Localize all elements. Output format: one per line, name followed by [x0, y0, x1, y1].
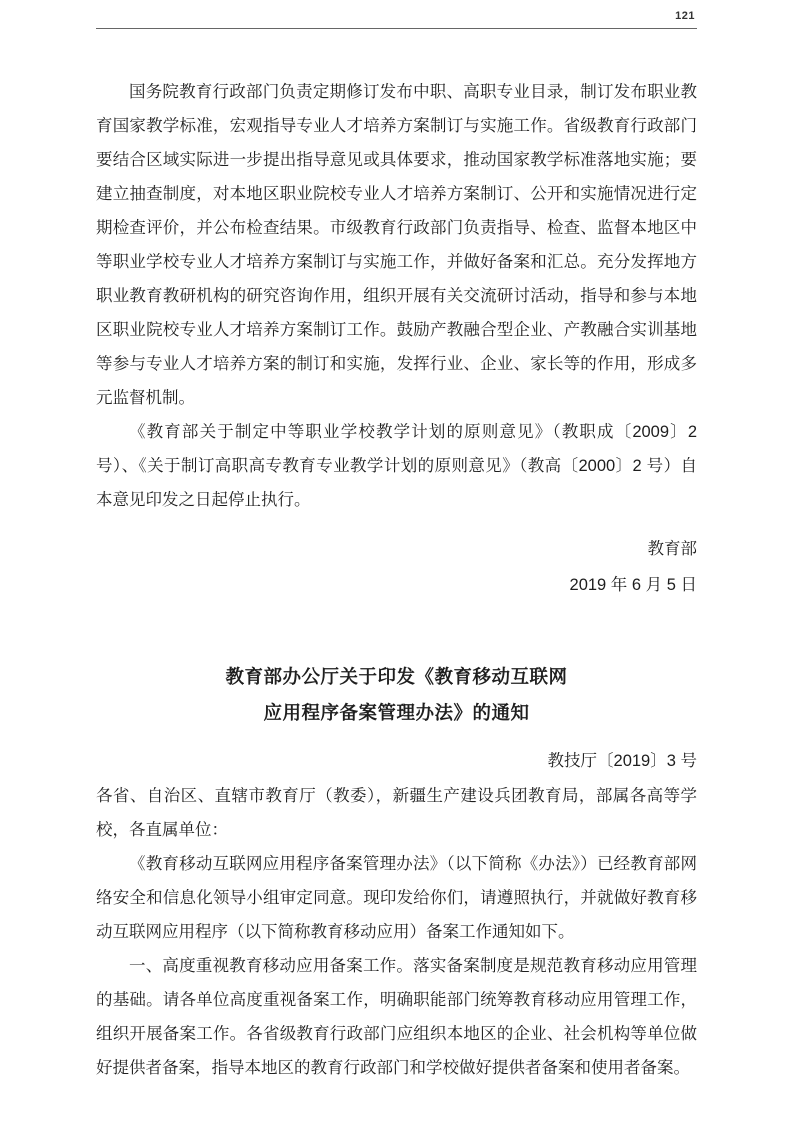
document-number: 教技厅〔2019〕3 号 — [547, 752, 697, 770]
recipients-line: 各省、自治区、直辖市教育厅（教委），新疆生产建设兵团教育局，部属各高等学校，各直属单位： — [96, 787, 697, 839]
paragraph: 《教育移动互联网应用程序备案管理办法》（以下简称《办法》）已经教育部网络安全和信息化领导小组审定同意。现印发给你们，请遵照执行，并就做好教育移动互联网应用程序（以下简称教育移动应用）备案工作通知如下。 — [96, 855, 697, 941]
paragraph: 国务院教育行政部门负责定期修订发布中职、高职专业目录，制订发布职业教育国家教学标准，宏观指导专业人才培养方案制订与实施工作。省级教育行政部门要结合区域实际进一步提出指导意见或具体要求，推动国家教学标准落地实施；要建立抽查制度，对本地区职业院校专业人才培养方案制订、公开和实施情况进行定期检查评价，并公布检查结果。市级教育行政部门负责指导、检查、监督本地区中等职业学校专业人才培养方案制订与实施工作，并做好备案和汇总。充分发挥地方职业教育教研机构的研究咨询作用，组织开展有关交流研讨活动，指导和参与本地区职业院校专业人才培养方案制订工作。鼓励产教融合型企业、产教融合实训基地等参与专业人才培养方案的制订和实施，发挥行业、企业、家长等的作用，形成多元监督机制。 — [96, 83, 697, 407]
signature-date: 2019 年 6 月 5 日 — [569, 576, 697, 594]
page-number: 121 — [675, 10, 695, 22]
document-body — [96, 29, 697, 1085]
document-title — [96, 659, 697, 731]
paragraph: 一、高度重视教育移动应用备案工作。落实备案制度是规范教育移动应用管理的基础。请各单位高度重视备案工作，明确职能部门统筹教育移动应用管理工作，组织开展备案工作。各省级教育行政部门应组织本地区的企业、社会机构等单位做好提供者备案，指导本地区的教育行政部门和学校做好提供者备案和使用者备案。 — [96, 957, 697, 1077]
signature-block — [96, 531, 697, 603]
paragraph: 《教育部关于制定中等职业学校教学计划的原则意见》（教职成〔2009〕2 号）、《关于制订高职高专教育专业教学计划的原则意见》（教高〔2000〕2 号）自本意见印发之日起停止执行。 — [96, 423, 697, 509]
document-title-line-1: 教育部办公厅关于印发《教育移动互联网 — [225, 666, 568, 687]
document-title-line-2: 应用程序备案管理办法》的通知 — [263, 702, 530, 723]
page-header — [96, 0, 697, 22]
signature-issuer: 教育部 — [647, 540, 697, 558]
